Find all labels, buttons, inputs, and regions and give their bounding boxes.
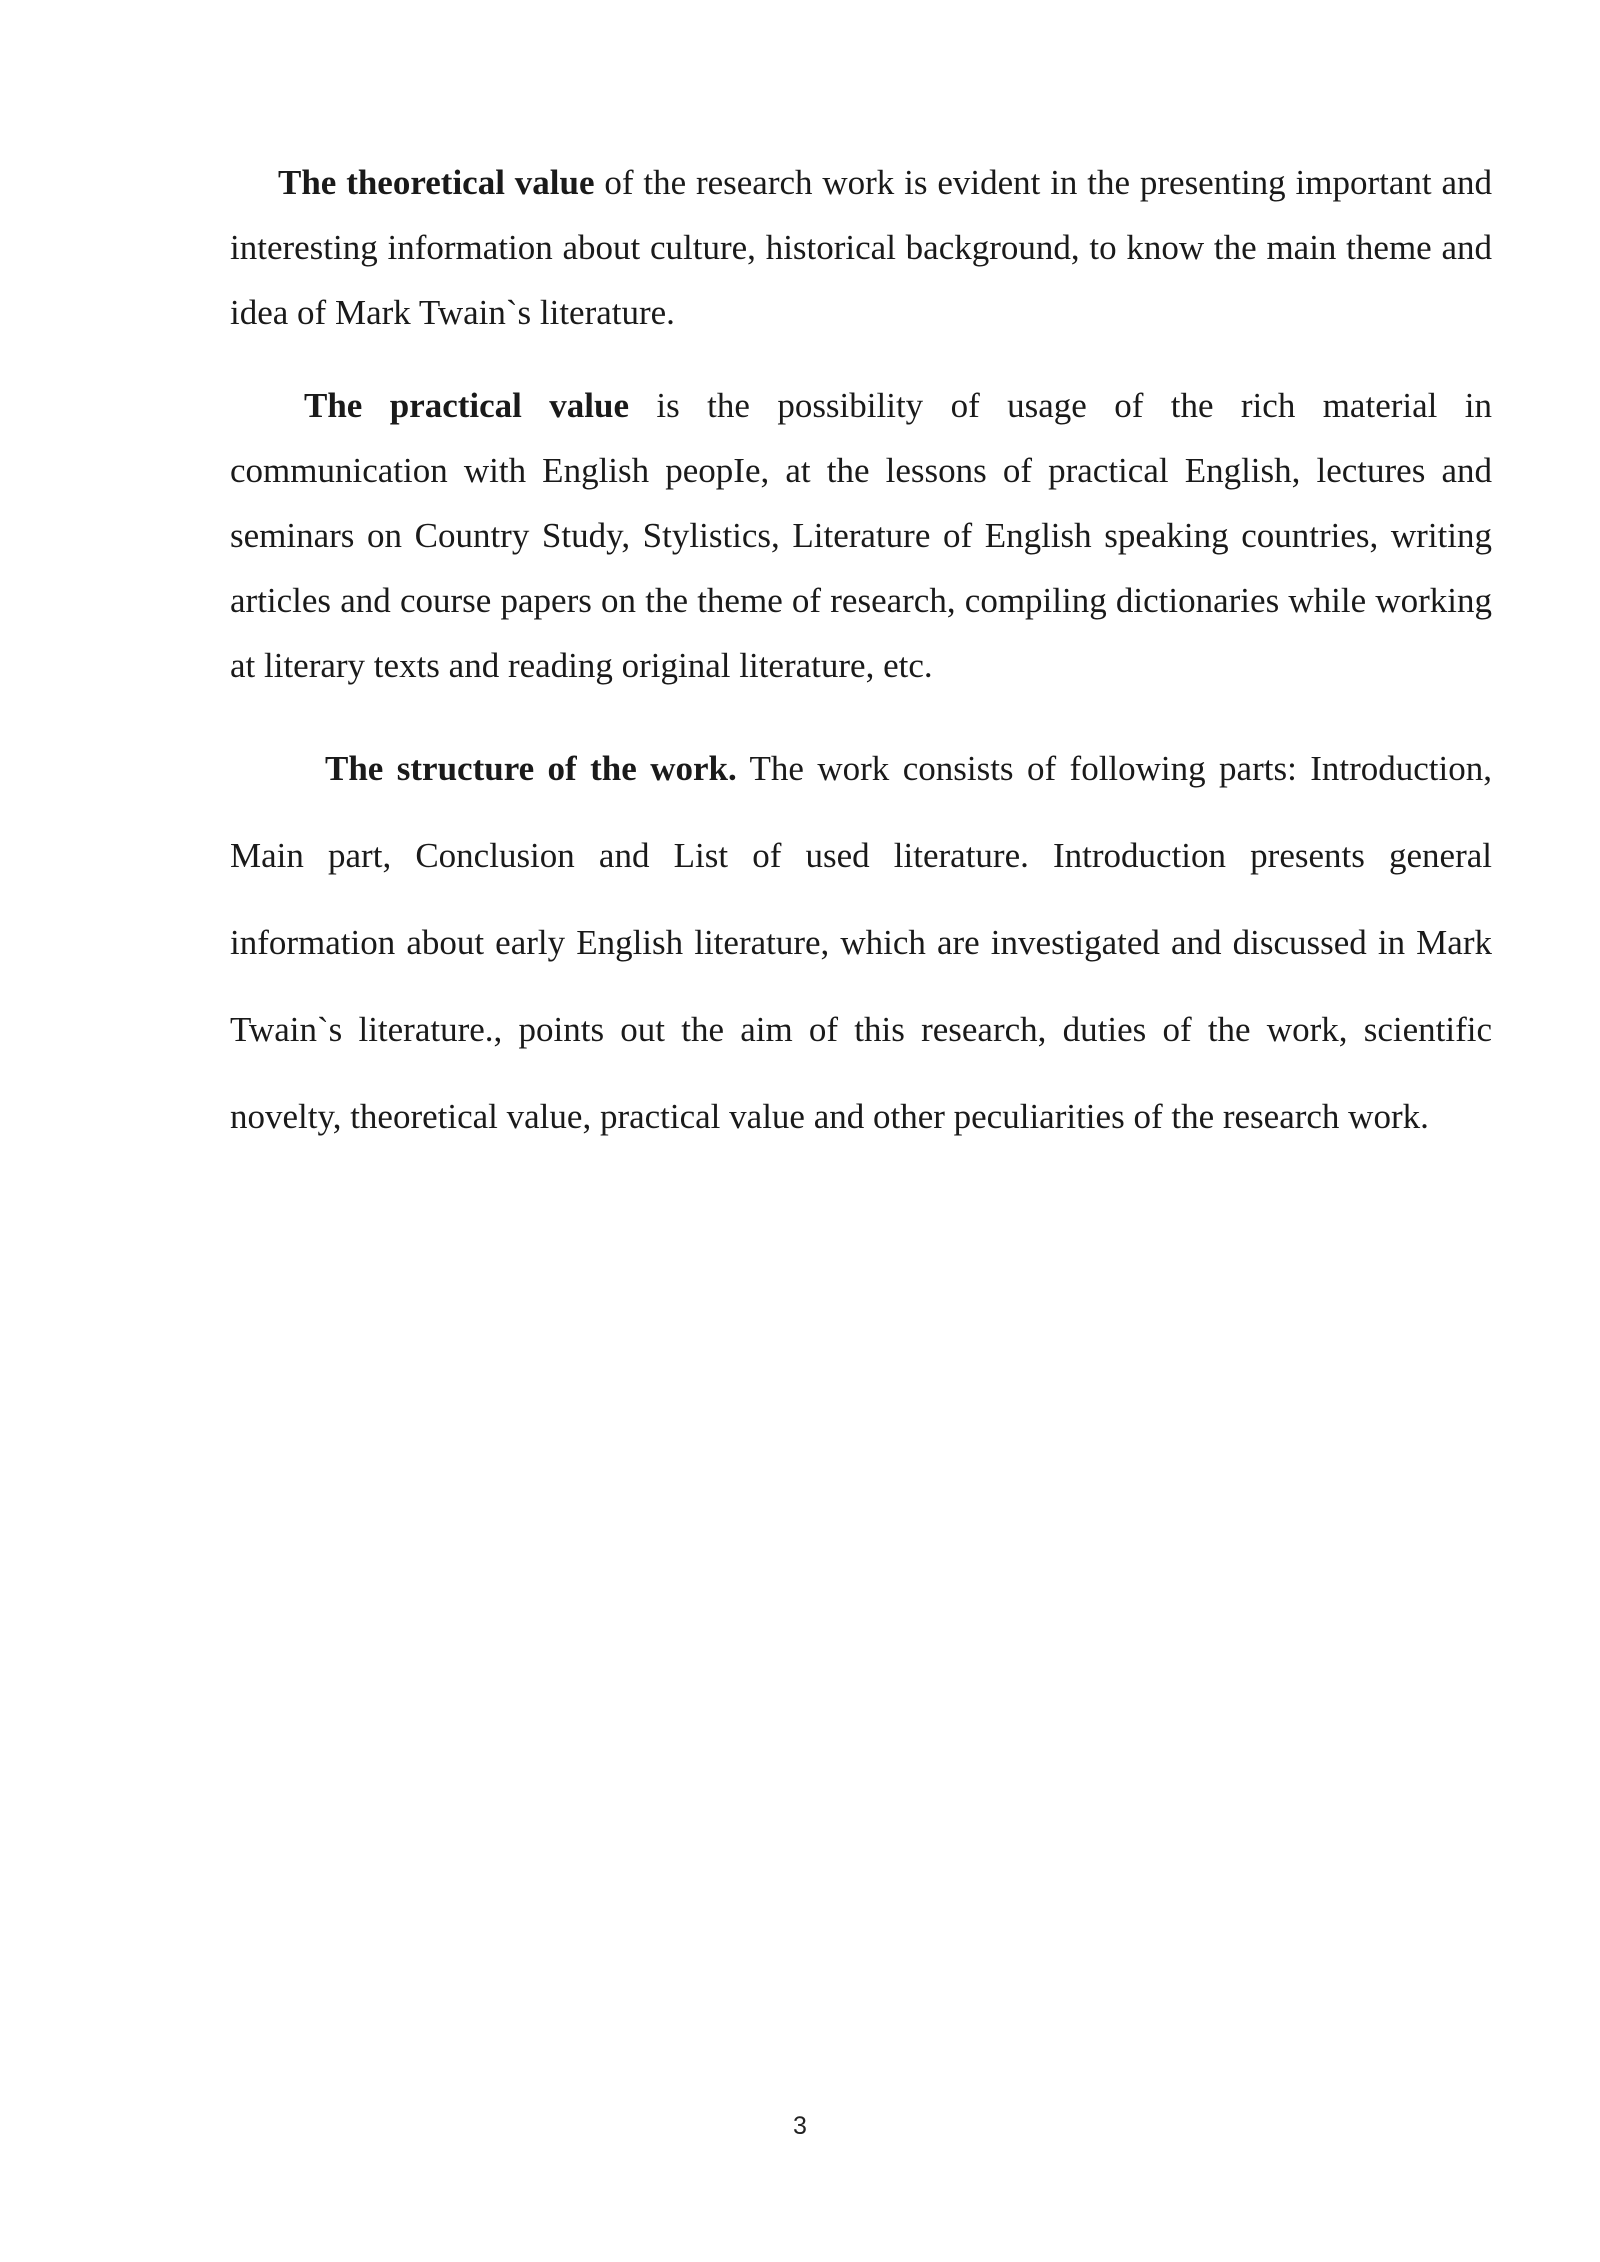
paragraph-practical-value xyxy=(230,373,1492,698)
paragraph-structure-of-work xyxy=(230,725,1492,1160)
paragraph-theoretical-value xyxy=(230,150,1492,345)
paragraph-text: of the research work is evident in the presenting important and interesting information about culture, historical background, to know the main theme and idea of Mark Twain`s literature. xyxy=(230,163,1492,332)
page-number: 3 xyxy=(793,2112,807,2140)
paragraph-text: is the possibility of usage of the rich material in communication with English peopIe, at the lessons of practical English, lectures and seminars on Country Study, Stylistics, Literature of English speaking countries, writing articles and course papers on the theme of research, compiling dictionaries while working at literary texts and reading original literature, etc. xyxy=(230,386,1492,685)
paragraph-lead: The practical value xyxy=(304,386,630,425)
paragraph-lead: The structure of the work. xyxy=(325,749,737,788)
paragraph-text: The work consists of following parts: Introduction, Main part, Conclusion and List of used literature. Introduction presents general information about early English literature, which are investigated and discussed in Mark Twain`s literature., points out the aim of this research, duties of the work, scientific novelty, theoretical value, practical value and other peculiarities of the research work. xyxy=(230,749,1493,1136)
paragraph-lead: The theoretical value xyxy=(278,163,595,202)
